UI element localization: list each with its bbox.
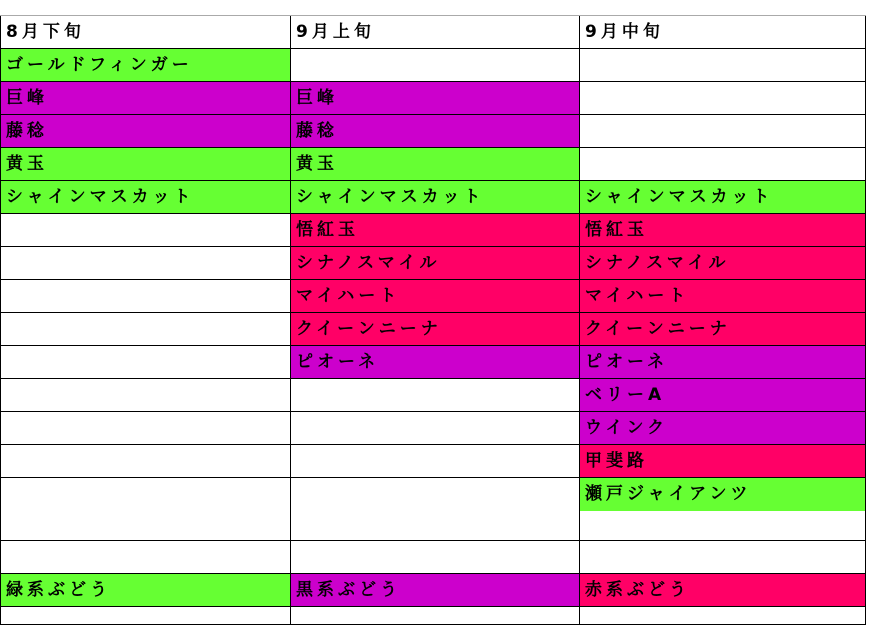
empty-cell (0, 445, 290, 478)
empty-cell (0, 379, 290, 412)
empty-cell (0, 541, 290, 574)
variety-cell: シャインマスカット (0, 181, 290, 214)
empty-cell (290, 379, 579, 412)
variety-cell: シャインマスカット (290, 181, 579, 214)
variety-cell: クイーンニーナ (290, 313, 579, 346)
variety-cell: ピオーネ (579, 346, 866, 379)
variety-cell: クイーンニーナ (579, 313, 866, 346)
empty-cell (0, 412, 290, 445)
empty-cell (290, 445, 579, 478)
empty-cell (579, 148, 866, 181)
empty-cell (290, 607, 579, 625)
empty-cell (0, 478, 290, 541)
variety-cell: ウインク (579, 412, 866, 445)
variety-cell: ゴールドフィンガー (0, 49, 290, 82)
variety-cell: 緑系ぶどう (0, 574, 290, 607)
empty-cell (0, 214, 290, 247)
variety-cell: ベリーA (579, 379, 866, 412)
column-header: 9月上旬 (290, 16, 579, 49)
variety-cell: マイハート (290, 280, 579, 313)
column-header: 8月下旬 (0, 16, 290, 49)
empty-cell (579, 607, 866, 625)
column-header: 9月中旬 (579, 16, 866, 49)
empty-cell (0, 313, 290, 346)
empty-cell (579, 49, 866, 82)
variety-cell: 悟紅玉 (290, 214, 579, 247)
empty-cell (290, 541, 579, 574)
empty-cell (579, 541, 866, 574)
variety-cell: 黄玉 (0, 148, 290, 181)
variety-cell: 黒系ぶどう (290, 574, 579, 607)
variety-cell: シナノスマイル (290, 247, 579, 280)
empty-cell (0, 346, 290, 379)
variety-cell: 黄玉 (290, 148, 579, 181)
variety-cell: シャインマスカット (579, 181, 866, 214)
variety-cell: 藤稔 (290, 115, 579, 148)
variety-cell: シナノスマイル (579, 247, 866, 280)
variety-cell: マイハート (579, 280, 866, 313)
empty-cell (579, 115, 866, 148)
empty-cell (290, 49, 579, 82)
variety-cell: 巨峰 (290, 82, 579, 115)
variety-cell: 赤系ぶどう (579, 574, 866, 607)
variety-cell: 巨峰 (0, 82, 290, 115)
empty-cell (290, 412, 579, 445)
empty-cell (579, 82, 866, 115)
variety-cell: 藤稔 (0, 115, 290, 148)
empty-cell (0, 280, 290, 313)
empty-cell (0, 247, 290, 280)
empty-cell (0, 607, 290, 625)
empty-cell (290, 478, 579, 541)
variety-cell: 甲斐路 (579, 445, 866, 478)
variety-cell: ピオーネ (290, 346, 579, 379)
variety-cell: 瀬戸ジャイアンツ (579, 478, 866, 541)
variety-cell: 悟紅玉 (579, 214, 866, 247)
